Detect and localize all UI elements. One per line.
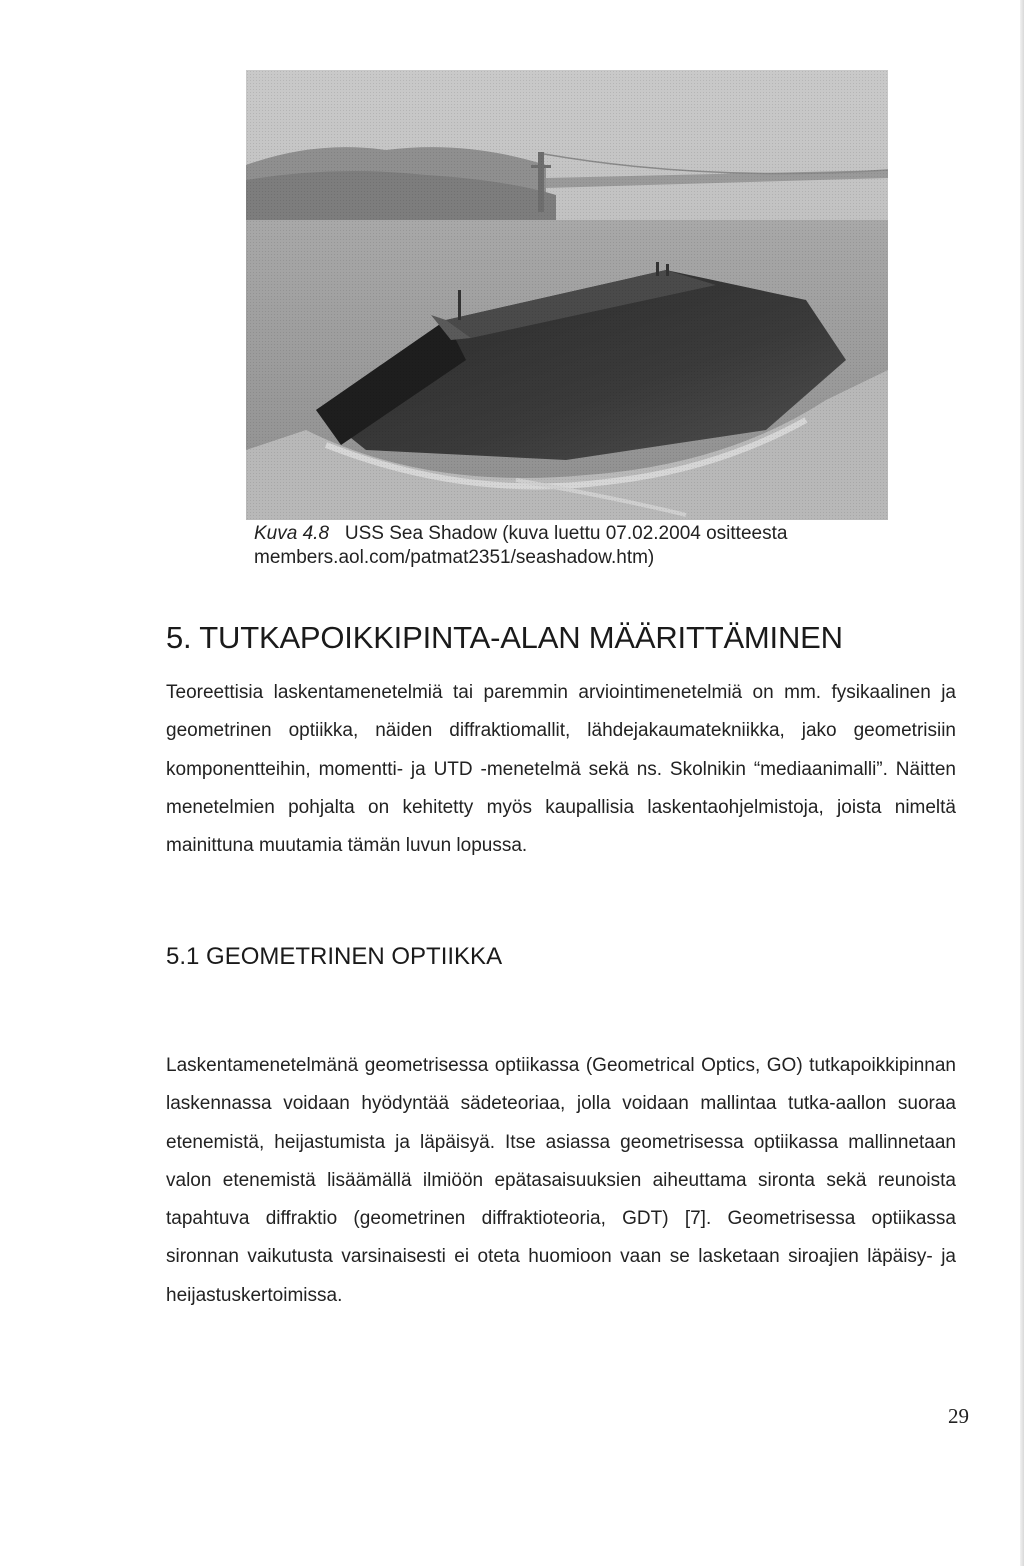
page-number: 29 bbox=[948, 1404, 969, 1428]
subsection-paragraph: Laskentamenetelmänä geometrisessa optiikassa (Geometrical Optics, GO) tutkapoikkipinnan laskennassa voidaan hyödyntää sädeteoriaa, jolla voidaan mallintaa tutka-aallon suoraa etenemistä, heijastumista ja läpäisyä. Itse asiassa geometrisessa optiikassa mallinnetaan valon etenemistä lisäämällä ilmiöön epätasaisuuksien aiheuttama sironta sekä reunoista tapahtuva diffraktio (geometrinen diffraktioteoria, GDT) [7]. Geometrisessa optiikassa sironnan vaikutusta varsinaisesti ei oteta huomioon vaan se lasketaan siroajien läpäisy- ja heijastuskertoimissa. bbox=[166, 1055, 956, 1306]
section-paragraph: Teoreettisia laskentamenetelmiä tai paremmin arviointimenetelmiä on mm. fysikaalinen ja geometrinen optiikka, näiden diffraktiomallit, lähdejakaumatekniikka, jako geometrisiin komponentteihin, momentti- ja UTD -menetelmä sekä ns. Skolnikin “mediaanimalli”. Näitten menetelmien pohjalta on kehitetty myös kaupallisia laskentaohjelmistoja, joista nimeltä mainittuna muutamia tämän luvun lopussa. bbox=[166, 682, 956, 857]
caption-text-1: USS Sea Shadow (kuva luettu 07.02.2004 ositteesta bbox=[344, 523, 788, 544]
subsection-title: 5.1 GEOMETRINEN OPTIIKKA bbox=[166, 943, 503, 970]
section-title: 5. TUTKAPOIKKIPINTA-ALAN MÄÄRITTÄMINEN bbox=[166, 620, 843, 655]
figure-caption bbox=[254, 522, 914, 570]
ship-photo-image bbox=[246, 70, 888, 520]
caption-number: 4.8 bbox=[302, 523, 330, 544]
ship-photo bbox=[246, 70, 888, 520]
caption-text-2: members.aol.com/patmat2351/seashadow.htm) bbox=[254, 547, 655, 568]
caption-line-1 bbox=[254, 522, 914, 546]
caption-label: Kuva bbox=[254, 523, 298, 544]
scan-edge bbox=[1020, 0, 1024, 1566]
